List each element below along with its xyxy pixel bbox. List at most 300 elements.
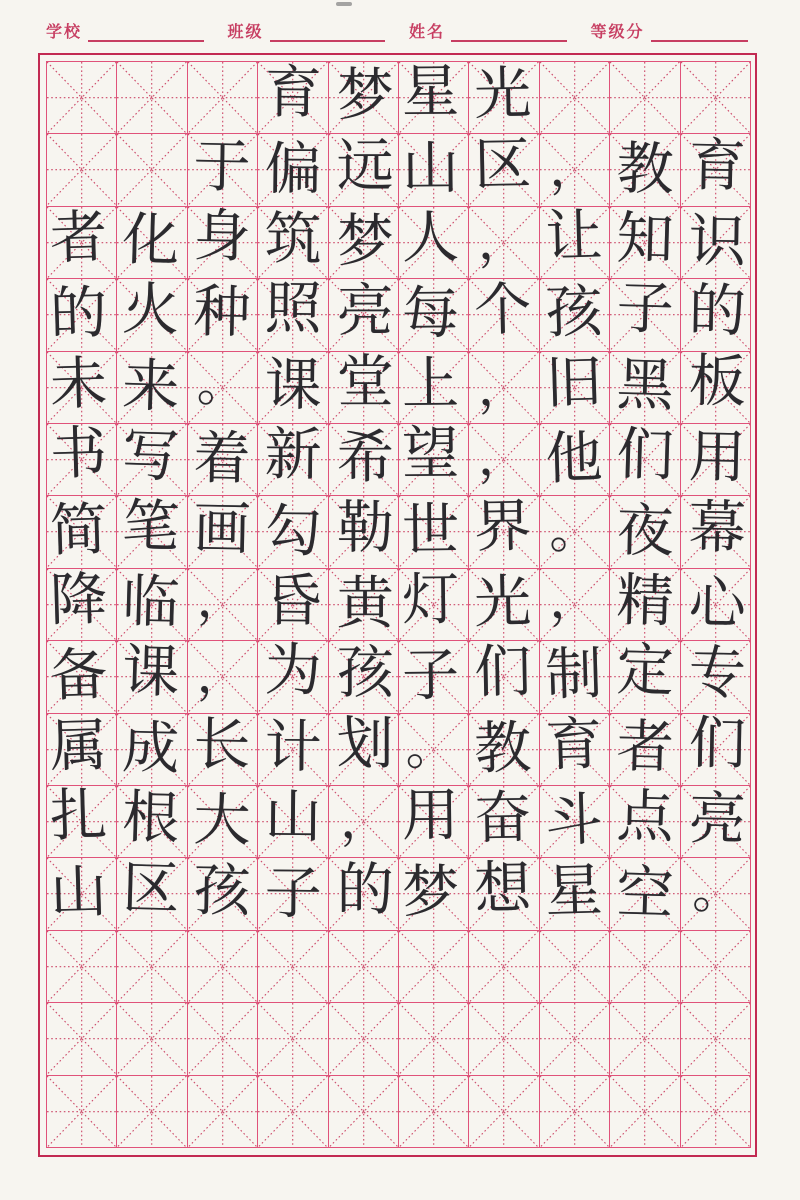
handwritten-char: 属 [49,712,109,780]
handwritten-char: 人 [401,204,460,272]
grid-cell [469,130,539,206]
grid-cell [399,496,469,568]
handwritten-char: 的 [49,280,109,348]
cell-guides [469,931,538,1002]
cell-guides [188,279,257,350]
grid-cell [188,931,258,1003]
cell-guides [681,424,750,495]
handwritten-char: 旧 [544,349,604,417]
cell-guides [188,569,257,640]
grid-cell [258,59,328,134]
grid-cell [329,424,399,496]
cell-guides [681,569,750,640]
grid-cell [329,710,399,786]
grid-cell [47,352,117,424]
cell-guides [681,710,750,785]
grid-cell [329,279,399,351]
grid-cell [469,854,539,930]
handwritten-char: 幕 [688,494,747,562]
cell-guides [258,134,327,205]
grid-cell [258,1076,328,1148]
grid-cell [610,637,680,713]
handwritten-char: 书 [49,420,109,488]
field-class [228,22,386,42]
cell-guides [399,134,468,205]
grid-cell [258,134,328,206]
grid-cell [399,641,469,713]
cell-guides [469,424,538,495]
cell-guides [540,496,609,567]
handwritten-char: 于 [192,133,252,201]
grid-cell [540,786,610,858]
cell-guides [469,207,538,278]
cell-guides [399,204,468,278]
mizige-grid [46,58,751,1148]
cell-guides [399,858,468,929]
cell-guides [681,279,750,350]
handwritten-char: 用 [688,424,747,492]
grid-cell [188,424,258,496]
handwritten-char: 降 [49,566,109,634]
cell-guides [47,1003,116,1074]
cell-guides [329,641,398,712]
handwritten-char: 专 [688,640,747,708]
cell-guides [188,858,257,929]
handwritten-char: 大 [192,787,252,855]
handwritten-punctuation: 。 [548,499,600,560]
cell-guides [47,566,116,640]
cell-guides [469,569,538,640]
cell-guides [117,569,186,640]
grid-cell [681,786,751,858]
grid-cell [469,352,539,424]
cell-guides [117,714,186,785]
grid-cell [610,275,680,351]
handwritten-char: 偏 [264,135,323,203]
cell-guides [329,207,398,278]
handwritten-char: 新 [264,421,323,489]
grid-cell [258,421,328,496]
grid-cell [188,62,258,134]
cell-guides [540,349,609,423]
grid-cell [610,134,680,206]
grid-cell [329,1076,399,1148]
handwritten-char: 课 [264,351,323,419]
grid-cell [188,352,258,424]
cell-guides [188,931,257,1002]
grid-cell [188,641,258,713]
cell-guides [258,637,327,712]
cell-guides [610,1003,679,1074]
handwritten-char: 来 [120,352,180,421]
cell-guides [610,134,679,205]
cell-guides [188,786,257,857]
grid-cell [469,424,539,496]
cell-guides [47,352,116,423]
cell-guides [258,931,327,1002]
cell-guides [117,207,186,278]
grid-cell [47,1076,117,1148]
field-grade-score-label: 等级分 [590,22,645,41]
cell-guides [188,62,257,133]
handwritten-char: 笔 [120,492,180,561]
cell-guides [47,204,116,278]
grid-cell [188,1003,258,1075]
handwritten-char: 简 [49,496,109,564]
grid-cell [258,569,328,641]
cell-guides [469,276,538,350]
handwritten-punctuation: ， [548,137,600,198]
grid-cell [610,569,680,641]
grid-cell [681,569,751,641]
grid-cell [540,641,610,713]
cell-guides [399,496,468,567]
cell-guides [188,352,257,423]
grid-cell [610,1076,680,1148]
handwritten-char: 板 [688,348,747,416]
cell-guides [610,637,679,712]
cell-guides [188,641,257,712]
cell-guides [117,931,186,1002]
handwritten-char: 梦 [336,208,394,275]
handwritten-char: 写 [120,422,180,491]
grid-cell [117,714,187,786]
handwritten-char: 孩 [544,279,604,347]
cell-guides [469,352,538,423]
grid-cell [681,710,751,786]
handwritten-char: 梦 [336,62,394,129]
cell-guides [188,1076,257,1147]
grid-cell [47,714,117,786]
grid-cell [681,424,751,496]
field-grade-score [591,22,749,42]
grid-cell [117,1003,187,1075]
grid-cell [540,134,610,206]
cell-guides [188,496,257,567]
grid-cell [258,783,328,858]
cell-guides [329,348,398,423]
grid-cell [329,569,399,641]
cell-guides [329,786,398,857]
grid-cell [399,58,469,134]
grid-cell [610,496,680,568]
grid-cell [117,134,187,206]
handwritten-char: 临 [120,568,180,637]
grid-cell [258,858,328,930]
handwritten-char: 星 [401,58,460,126]
handwritten-char: 化 [120,206,180,275]
grid-cell [117,638,187,713]
cell-guides [610,496,679,567]
grid-cell [188,858,258,930]
cell-guides [610,931,679,1002]
grid-cell [540,858,610,930]
handwritten-punctuation: 。 [691,860,743,920]
handwritten-punctuation: ， [196,646,248,706]
handwritten-char: 亮 [688,786,747,854]
handwritten-char: 孩 [336,640,394,707]
cell-guides [469,786,538,857]
grid-cell [540,349,610,424]
grid-cell [117,1076,187,1148]
cell-guides [469,62,538,133]
grid-cell [47,134,117,206]
grid-cell [469,931,539,1003]
grid-cell [329,62,399,134]
handwritten-char: 奋 [473,784,532,852]
cell-guides [540,1003,609,1074]
cell-guides [540,931,609,1002]
grid-cell [117,207,187,279]
handwritten-char: 育 [264,59,323,127]
grid-cell [681,1076,751,1148]
grid-cell [469,1003,539,1075]
cell-guides [610,569,679,640]
cell-guides [117,492,186,567]
cell-guides [681,1076,750,1147]
handwritten-char: 根 [120,784,180,853]
cell-guides [258,421,327,495]
handwritten-char: 山 [49,858,109,926]
grid-cell [681,62,751,134]
grid-cell [540,711,610,786]
handwritten-char: 们 [473,638,532,706]
grid-cell [399,931,469,1003]
cell-guides [117,786,186,857]
grid-cell [681,134,751,206]
cell-guides [610,858,679,929]
field-name-blank-line [451,22,566,42]
handwritten-char: 子 [401,642,460,710]
grid-cell [117,492,187,568]
cell-guides [188,134,257,205]
cell-guides [681,931,750,1002]
grid-cell [329,348,399,424]
handwritten-char: 照 [264,275,323,343]
grid-cell [47,858,117,930]
cell-guides [258,1076,327,1147]
grid-cell [540,1076,610,1148]
handwritten-punctuation: ， [476,427,528,487]
grid-cell [610,714,680,786]
handwritten-punctuation: 。 [196,354,248,414]
grid-cell [399,279,469,351]
grid-cell [258,275,328,351]
handwritten-char: 识 [688,208,747,276]
cell-guides [681,786,750,857]
handwritten-char: 勒 [336,494,394,561]
handwritten-char: 火 [120,276,180,345]
handwritten-char: 子 [616,275,676,344]
grid-cell [47,931,117,1003]
cell-guides [469,638,538,712]
grid-cell [258,637,328,713]
cell-guides [681,207,750,278]
cell-guides [681,134,750,205]
handwritten-char: 制 [544,641,604,709]
cell-guides [540,1076,609,1147]
handwritten-char: 筑 [264,205,323,273]
cell-guides [117,1076,186,1147]
grid-cell [399,566,469,641]
grid-cell [258,352,328,424]
cell-guides [47,858,116,929]
grid-cell [329,786,399,858]
grid-cell [399,204,469,279]
handwritten-char: 心 [688,570,747,638]
cell-guides [47,931,116,1002]
grid-cell [258,207,328,279]
handwritten-char: 精 [616,567,676,636]
grid-cell [399,782,469,858]
handwritten-char: 界 [473,492,532,560]
grid-cell [399,1003,469,1075]
field-grade-score-blank-line [651,22,748,42]
cell-guides [117,1003,186,1074]
grid-cell [47,641,117,713]
grid-cell [399,352,469,424]
handwritten-char: 远 [336,132,394,199]
grid-cell [540,279,610,351]
cell-guides [540,424,609,495]
handwritten-char: 点 [616,783,676,852]
cell-guides [258,783,327,857]
grid-cell [681,858,751,930]
handwritten-punctuation: ， [548,569,600,630]
grid-cell [258,1003,328,1075]
grid-cell [469,638,539,713]
handwritten-char: 空 [616,859,676,928]
grid-cell [610,1003,680,1075]
grid-cell [188,134,258,206]
grid-cell [469,492,539,568]
cell-guides [117,62,186,133]
grid-cell [469,714,539,786]
cell-guides [610,421,679,495]
grid-cell [188,279,258,351]
cell-guides [47,641,116,712]
cell-guides [610,62,679,133]
handwritten-char: 山 [401,134,460,202]
grid-cell [329,931,399,1003]
cell-guides [540,711,609,785]
grid-cell [469,276,539,351]
grid-cell [681,1003,751,1075]
handwritten-char: 他 [544,425,604,493]
grid-cell [610,207,680,279]
grid-cell [117,854,187,930]
grid-cell [681,496,751,568]
handwritten-char: 定 [616,637,676,706]
cell-guides [47,279,116,350]
cell-guides [610,714,679,785]
cell-guides [469,854,538,929]
grid-cell [47,782,117,858]
cell-guides [258,275,327,350]
cell-guides [258,496,327,567]
cell-guides [47,62,116,133]
grid-cell [329,1003,399,1075]
cell-guides [329,931,398,1002]
cell-guides [540,134,609,205]
cell-guides [610,352,679,423]
handwritten-punctuation: ， [340,791,391,850]
handwritten-char: 未 [49,350,109,418]
handwritten-char: 课 [120,638,180,707]
grid-cell [258,931,328,1003]
handwritten-char: 备 [49,642,109,710]
grid-cell [47,566,117,641]
grid-cell [540,931,610,1003]
cell-guides [117,638,186,712]
handwritten-char: 扎 [49,782,109,850]
grid-cell [188,496,258,568]
grid-cell [329,207,399,279]
field-class-blank-line [270,22,385,42]
cell-guides [47,782,116,857]
grid-cell [469,1076,539,1148]
handwritten-char: 们 [616,421,676,490]
cell-guides [329,134,398,205]
cell-guides [117,352,186,423]
handwritten-char: 个 [473,276,532,344]
grid-cell [47,1003,117,1075]
handwritten-char: 斗 [544,787,604,855]
field-class-label: 班级 [227,22,264,41]
cell-guides [258,207,327,278]
scan-artifact-mark [336,2,352,6]
grid-cell [188,203,258,279]
cell-guides [540,62,609,133]
grid-cell [329,858,399,930]
cell-guides [329,858,398,929]
handwritten-char: 计 [264,713,323,781]
cell-guides [540,279,609,350]
grid-cell [681,641,751,713]
field-school [46,22,204,42]
handwritten-char: 每 [401,280,460,348]
handwritten-punctuation: 。 [405,717,457,777]
cell-guides [329,710,398,785]
handwritten-char: 孩 [192,857,252,925]
grid-cell [469,569,539,641]
grid-cell [610,858,680,930]
grid-cell [469,62,539,134]
cell-guides [258,1003,327,1074]
cell-guides [47,420,116,495]
handwritten-char: 灯 [401,566,460,634]
handwritten-char: 育 [688,132,747,200]
handwritten-char: 区 [473,130,532,198]
grid-cell [117,424,187,496]
cell-guides [399,279,468,350]
handwritten-punctuation: ， [196,570,248,630]
cell-guides [329,496,398,567]
field-school-label: 学校 [46,22,83,41]
cell-guides [540,858,609,929]
cell-guides [610,275,679,350]
grid-cell [610,421,680,496]
cell-guides [258,858,327,929]
grid-cell [399,420,469,496]
grid-cell [258,714,328,786]
grid-cell [540,62,610,134]
handwritten-char: 让 [544,203,604,271]
handwritten-char: 山 [264,783,323,851]
handwritten-char: 教 [473,714,532,782]
handwritten-char: 们 [688,710,747,778]
grid-cell [117,62,187,134]
